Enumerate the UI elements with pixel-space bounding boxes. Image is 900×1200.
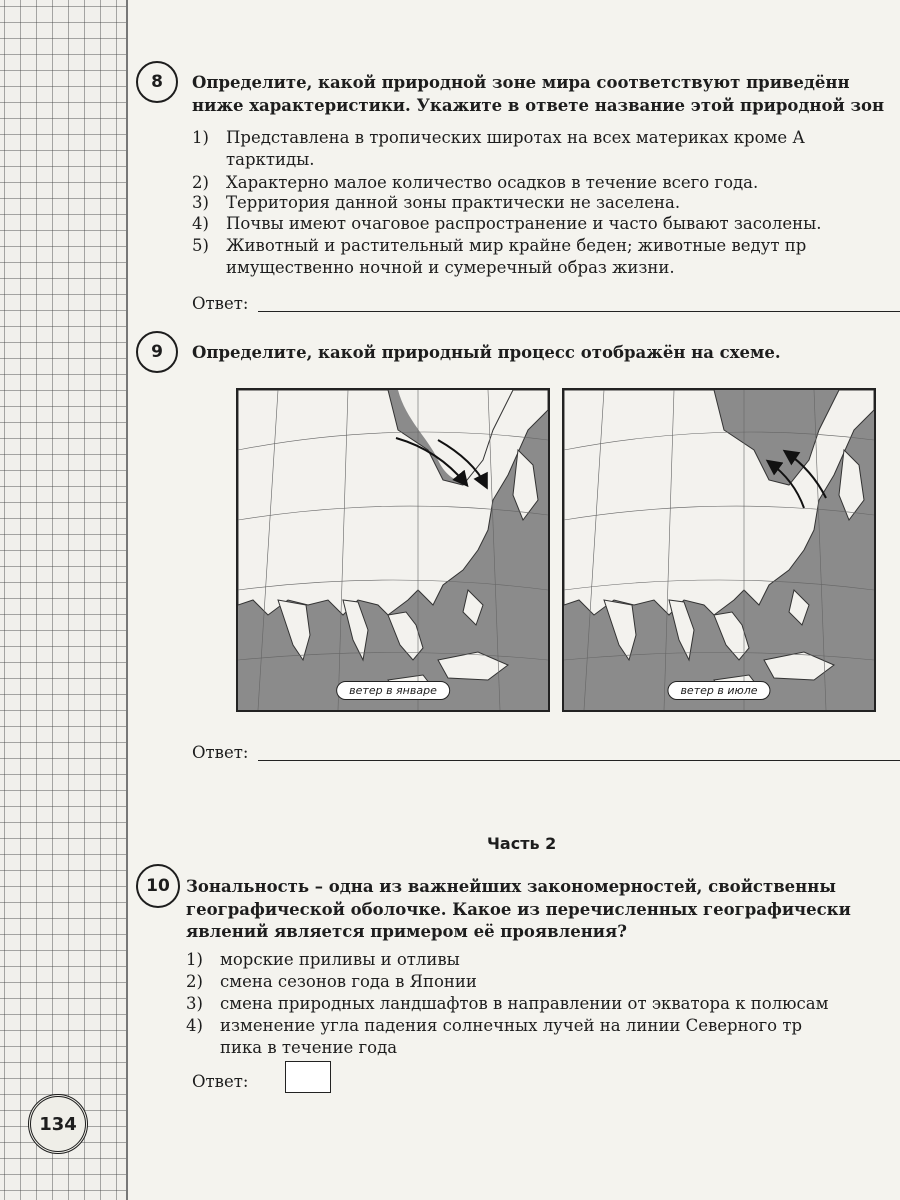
q10-item-2-number: 2)	[186, 972, 203, 991]
q10-item-2-text: смена сезонов года в Японии	[220, 972, 477, 991]
q8-answer-label: Ответ:	[192, 294, 249, 313]
graph-paper-margin	[0, 0, 128, 1200]
q10-question-line1: Зональность – одна из важнейших закономерностей, свойственны	[186, 877, 836, 896]
q10-question-line2: географической оболочке. Какое из перечисленных географически	[186, 900, 851, 919]
question-number-10: 10	[136, 864, 180, 908]
question-number-9: 9	[136, 331, 178, 373]
map-july-winds	[562, 388, 876, 712]
q8-question-line2: ниже характеристики. Укажите в ответе название этой природной зон	[192, 96, 885, 115]
q8-item-5-continuation: имущественно ночной и сумеречный образ жизни.	[226, 258, 675, 277]
q10-item-4	[186, 1014, 802, 1037]
q10-item-2	[186, 970, 477, 993]
q9-answer-field[interactable]	[258, 760, 900, 761]
q9-question: Определите, какой природный процесс отображён на схеме.	[192, 343, 781, 362]
q8-item-2-text: Характерно малое количество осадков в течение всего года.	[226, 173, 759, 192]
q10-item-1	[186, 948, 460, 971]
q8-item-3	[192, 191, 680, 214]
q10-answer-label: Ответ:	[192, 1072, 249, 1091]
q8-item-2-number: 2)	[192, 173, 209, 192]
q8-question-line1: Определите, какой природной зоне мира соответствуют приведённ	[192, 73, 850, 92]
q8-item-3-text: Территория данной зоны практически не заселена.	[226, 193, 681, 212]
q10-item-3-number: 3)	[186, 994, 203, 1013]
q8-answer-field[interactable]	[258, 311, 900, 312]
q9-answer-label: Ответ:	[192, 743, 249, 762]
q8-item-5	[192, 234, 806, 257]
q10-item-1-text: морские приливы и отливы	[220, 950, 460, 969]
map-july-caption: ветер в июле	[667, 681, 770, 700]
q8-item-4	[192, 212, 822, 235]
page-number: 134	[28, 1094, 88, 1154]
q10-item-4-number: 4)	[186, 1016, 203, 1035]
q8-item-1-text: Представлена в тропических широтах на всех материках кроме А	[226, 128, 805, 147]
q8-item-5-number: 5)	[192, 236, 209, 255]
q10-question-line3: явлений является примером её проявления?	[186, 922, 627, 941]
q8-item-1	[192, 126, 805, 149]
q10-item-3	[186, 992, 828, 1015]
map-january-caption: ветер в январе	[336, 681, 450, 700]
q8-item-5-text: Животный и растительный мир крайне беден; животные ведут пр	[226, 236, 807, 255]
map-january-winds	[236, 388, 550, 712]
q8-item-1-continuation: тарктиды.	[226, 150, 315, 169]
q10-item-3-text: смена природных ландшафтов в направлении от экватора к полюсам	[220, 994, 829, 1013]
q8-item-1-number: 1)	[192, 128, 209, 147]
question-number-8: 8	[136, 61, 178, 103]
q10-item-4-continuation: пика в течение года	[220, 1038, 398, 1057]
q8-item-4-text: Почвы имеют очаговое распространение и часто бывают засолены.	[226, 214, 822, 233]
map-january-graphic	[238, 390, 548, 710]
q10-item-1-number: 1)	[186, 950, 203, 969]
q8-item-3-number: 3)	[192, 193, 209, 212]
part2-heading: Часть 2	[487, 834, 557, 853]
map-july-graphic	[564, 390, 874, 710]
q10-item-4-text: изменение угла падения солнечных лучей на линии Северного тр	[220, 1016, 803, 1035]
q8-item-4-number: 4)	[192, 214, 209, 233]
q10-answer-box[interactable]	[285, 1061, 331, 1093]
